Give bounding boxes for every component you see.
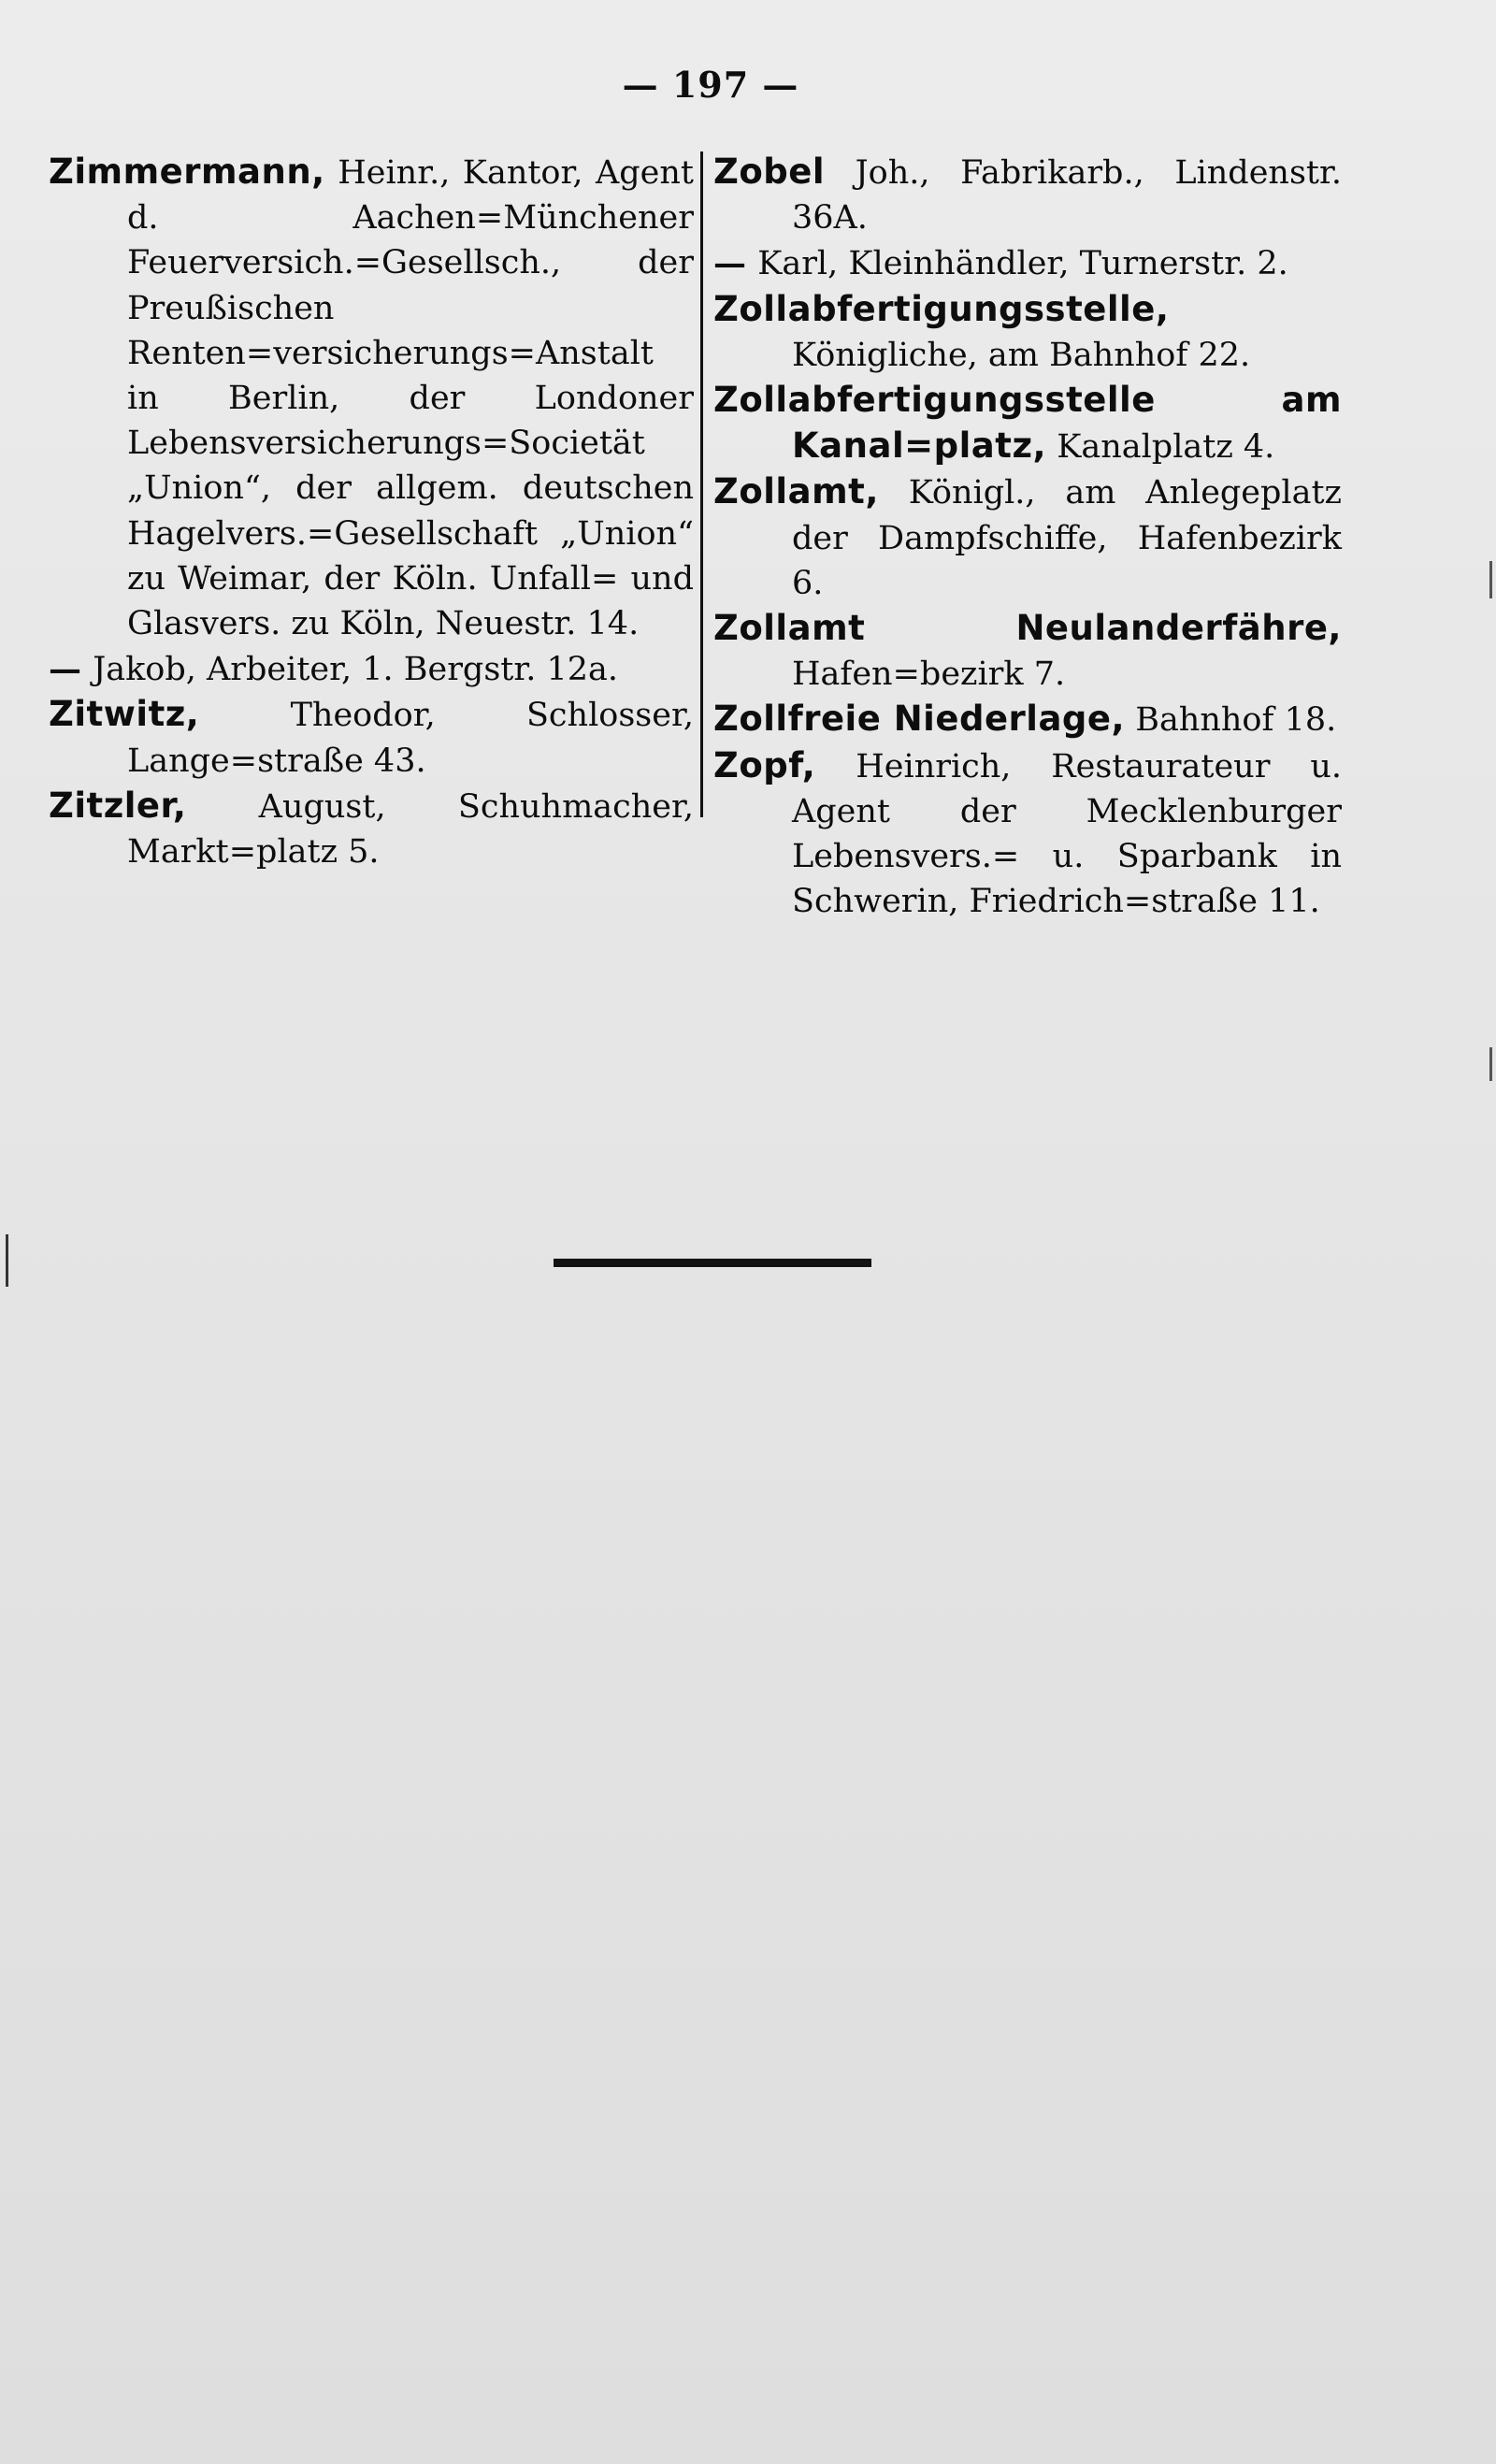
entry-headword: Zollamt Neulanderfähre,	[713, 608, 1342, 649]
directory-entry	[49, 692, 694, 783]
entry-text: Jakob, Arbeiter, 1. Bergstr. 12a.	[93, 651, 619, 689]
entry-text: Königl., am Anlegeplatz der Dampfschiffe, Hafenbezirk 6.	[792, 474, 1342, 602]
entry-headword: Zopf,	[713, 744, 816, 785]
directory-entry	[713, 150, 1342, 240]
entry-text: Bahnhof 18.	[1135, 701, 1337, 740]
right-column	[713, 150, 1342, 924]
entry-text: Theodor, Schlosser, Lange=straße 43.	[127, 697, 694, 780]
entry-headword: Zollamt,	[713, 471, 879, 512]
entry-headword: Zitwitz,	[49, 694, 200, 735]
entry-text: Heinr., Kantor, Agent d. Aachen=Münchener Feuerversich.=Gesellsch., der Preußischen Renten=versicherungs=Anstalt in Berlin, der Londoner Lebensversicherungs=Societät „Union“, der allgem. deutschen Hagelvers.=Gesellschaft „Union“ zu Weimar, der Köln. Unfall= und Glasvers. zu Köln, Neuestr. 14.	[127, 154, 694, 643]
directory-entry	[713, 378, 1342, 469]
entry-headword: Zimmermann,	[49, 151, 325, 192]
ditto-dash: —	[49, 650, 94, 689]
entry-headword: Zollabfertigungsstelle am Kanal=platz,	[713, 380, 1342, 467]
directory-entry	[713, 743, 1342, 925]
entry-text: Königliche, am Bahnhof 22.	[792, 336, 1251, 374]
ditto-dash: —	[713, 244, 758, 283]
entry-headword: Zollfreie Niederlage,	[713, 699, 1126, 740]
scan-edge-mark	[1489, 561, 1492, 598]
directory-entry	[713, 697, 1342, 742]
column-divider	[700, 151, 703, 817]
entry-headword: Zobel	[713, 151, 826, 192]
entry-text: Karl, Kleinhändler, Turnerstr. 2.	[757, 245, 1288, 283]
directory-entry	[49, 646, 694, 692]
entry-text: Heinrich, Restaurateur u. Agent der Mecklenburger Lebensvers.= u. Sparbank in Schwerin, Friedrich=straße 11.	[792, 747, 1342, 921]
page-number: — 197 —	[622, 64, 799, 106]
entry-headword: Zitzler,	[49, 785, 187, 826]
left-column	[49, 150, 694, 874]
directory-entry	[49, 150, 694, 646]
directory-entry	[713, 606, 1342, 697]
scan-edge-mark	[1489, 1047, 1492, 1081]
directory-entry	[713, 469, 1342, 606]
directory-entry	[713, 287, 1342, 378]
directory-entry	[713, 240, 1342, 286]
entry-text: Joh., Fabrikarb., Lindenstr. 36A.	[792, 154, 1342, 238]
entry-text: August, Schuhmacher, Markt=platz 5.	[127, 787, 694, 872]
end-rule	[554, 1259, 871, 1267]
directory-entry	[49, 784, 694, 874]
entry-text: Kanalplatz 4.	[1057, 428, 1275, 467]
entry-text: Hafen=bezirk 7.	[792, 656, 1066, 694]
scan-edge-mark	[6, 1234, 8, 1287]
entry-headword: Zollabfertigungsstelle,	[713, 288, 1170, 329]
